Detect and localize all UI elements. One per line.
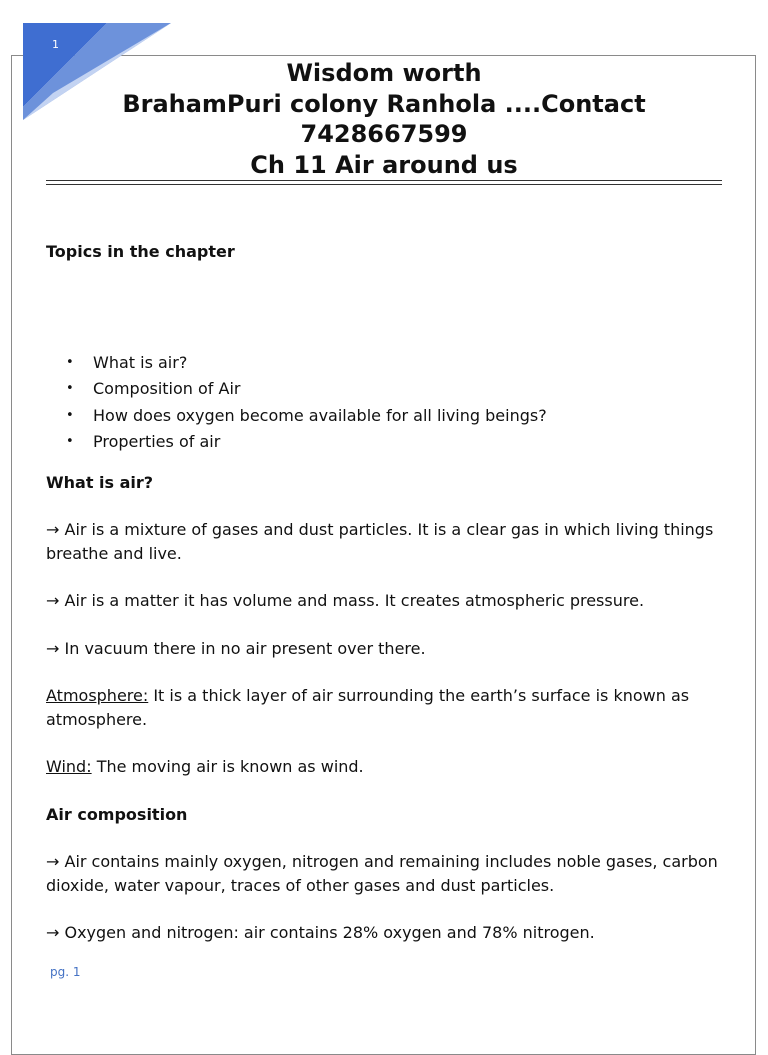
topic-label: Composition of Air [93, 379, 241, 398]
header-line-4: Ch 11 Air around us [250, 150, 518, 179]
wind-text: The moving air is known as wind. [91, 757, 364, 776]
header-rule-top [46, 180, 722, 181]
air-point-2: → Air is a matter it has volume and mass. It creates atmospheric pressure. [46, 591, 645, 610]
list-item [46, 403, 722, 430]
bullet: • [66, 354, 74, 370]
header-rule-bottom [46, 184, 722, 185]
page-footer-label: pg. 1 [50, 965, 81, 979]
header-line-3: 7428667599 [300, 120, 468, 148]
topic-label: Properties of air [93, 432, 221, 451]
atmosphere-term: Atmosphere: [46, 686, 149, 705]
bullet: • [66, 407, 74, 423]
header-line-2: BrahamPuri colony Ranhola ....Contact [122, 89, 646, 118]
air-composition-heading: Air composition [46, 804, 188, 824]
air-point-1: → Air is a mixture of gases and dust particles. It is a clear gas in which living things breathe and live. [46, 520, 714, 563]
topics-heading: Topics in the chapter [46, 242, 235, 261]
composition-point-2: → Oxygen and nitrogen: air contains 28% oxygen and 78% nitrogen. [46, 923, 595, 942]
atmosphere-text: It is a thick layer of air surrounding the earth’s surface is known as atmosphere. [46, 686, 690, 729]
document-body [46, 240, 722, 945]
wind-term: Wind: [46, 757, 92, 776]
document-header [46, 58, 722, 180]
corner-page-number: 1 [52, 38, 59, 51]
air-point-3: → In vacuum there in no air present over there. [46, 638, 426, 658]
header-line-1: Wisdom worth [286, 59, 482, 87]
wind-definition [46, 755, 722, 779]
list-item [46, 350, 722, 377]
list-item [46, 429, 722, 456]
bullet: • [66, 434, 74, 449]
list-item [46, 376, 722, 403]
what-is-air-heading: What is air? [46, 472, 154, 492]
composition-point-1: → Air contains mainly oxygen, nitrogen and remaining includes noble gases, carbon dioxide, water vapour, traces of other gases and dust particles. [46, 852, 718, 895]
atmosphere-definition [46, 684, 722, 731]
topic-label: How does oxygen become available for all living beings? [93, 405, 547, 425]
bullet: • [66, 381, 74, 396]
topic-label: What is air? [93, 352, 188, 372]
topics-list [46, 350, 722, 456]
